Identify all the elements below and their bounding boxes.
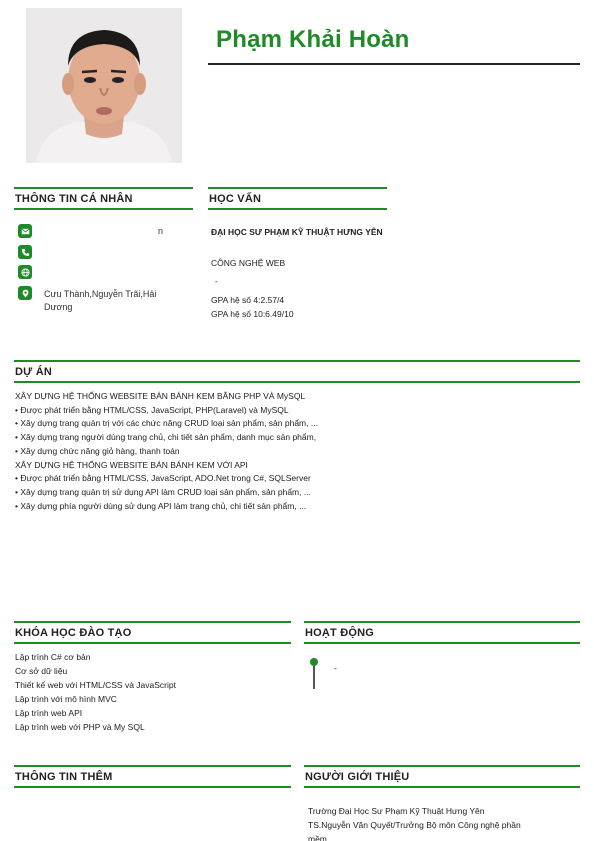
courses-title: KHÓA HỌC ĐÀO TẠO [15,627,132,639]
globe-icon [18,265,32,279]
referee-title: NGƯỜI GIỚI THIỆU [305,771,410,783]
activities-section [304,621,580,644]
contact-address [18,286,174,314]
contact-website [18,265,44,279]
projects-title: DỰ ÁN [15,366,53,378]
course-item: Lập trình với mô hình MVC [15,694,117,704]
referee-section [304,765,580,788]
referee-line: mềm [308,834,327,841]
projects-section [14,360,580,383]
personal-info-title: THÔNG TIN CÁ NHÂN [15,193,133,205]
activities-title: HOẠT ĐỘNG [305,627,375,639]
contact-phone [18,245,44,259]
address-text: Cưu Thành,Nguyễn Trãi,Hải Dương [44,289,157,312]
project-line: • Xây dựng trang quản trị với các chức năng CRUD loại sản phẩm, sản phẩm, ... [15,418,318,429]
project-line: • Được phát triển bằng HTML/CSS, JavaScript, PHP(Laravel) và MySQL [15,404,289,415]
contact-email [18,224,163,238]
gpa-4: GPA hệ số 4:2.57/4 [211,295,285,305]
personal-info-section [14,187,193,210]
education-section [208,187,387,210]
course-item: Cơ sở dữ liệu [15,666,68,676]
education-title: HỌC VẤN [209,193,262,205]
profile-photo [26,8,182,163]
course-item: Lập trình web API [15,708,83,718]
project-line: • Xây dựng phía người dùng sử dụng API làm trang chủ, chi tiết sản phẩm, ... [15,500,307,511]
project-line: XÂY DỰNG HỆ THỐNG WEBSITE BÁN BÁNH KEM BẰNG PHP VÀ MySQL [15,391,306,401]
course-item: Lập trình C# cơ bản [15,652,91,662]
referee-line: TS.Nguyễn Văn Quyết/Trưởng Bộ môn Công nghệ phần [308,820,521,830]
name-divider [208,63,580,65]
timeline-dot-icon [310,658,318,666]
timeline-line [313,666,315,689]
extra-info-title: THÔNG TIN THÊM [15,771,113,783]
gpa-10: GPA hệ số 10:6.49/10 [211,309,294,319]
email-icon [18,224,32,238]
email-text: n [158,226,164,236]
activity-item: - [334,663,337,673]
location-icon [18,286,32,300]
project-line: • Xây dựng trang người dùng trang chủ, chi tiết sản phẩm, danh mục sản phẩm, [15,432,317,443]
course-item: Lập trình web với PHP và My SQL [15,722,145,732]
phone-icon [18,245,32,259]
extra-info-section [14,765,291,788]
courses-section [14,621,291,644]
project-line: • Xây dựng trang quản trị sử dụng API làm CRUD loại sản phẩm, sản phẩm, ... [15,486,311,497]
project-line: • Được phát triển bằng HTML/CSS, JavaScript, ADO.Net trong C#, SQLServer [15,473,311,484]
major-name: CÔNG NGHỆ WEB [211,258,286,268]
project-line: • Xây dựng chức năng giỏ hàng, thanh toán [15,445,180,456]
education-dash: - [215,276,218,286]
school-name: ĐẠI HỌC SƯ PHẠM KỸ THUẬT HƯNG YÊN [211,227,383,237]
project-line: XÂY DỰNG HỆ THỐNG WEBSITE BÁN BÁNH KEM VỚI API [15,459,248,470]
referee-line: Trường Đại Học Sư Phạm Kỹ Thuật Hưng Yên [308,806,485,816]
course-item: Thiết kế web với HTML/CSS và JavaScript [15,680,176,690]
candidate-name: Phạm Khải Hoàn [216,26,410,53]
